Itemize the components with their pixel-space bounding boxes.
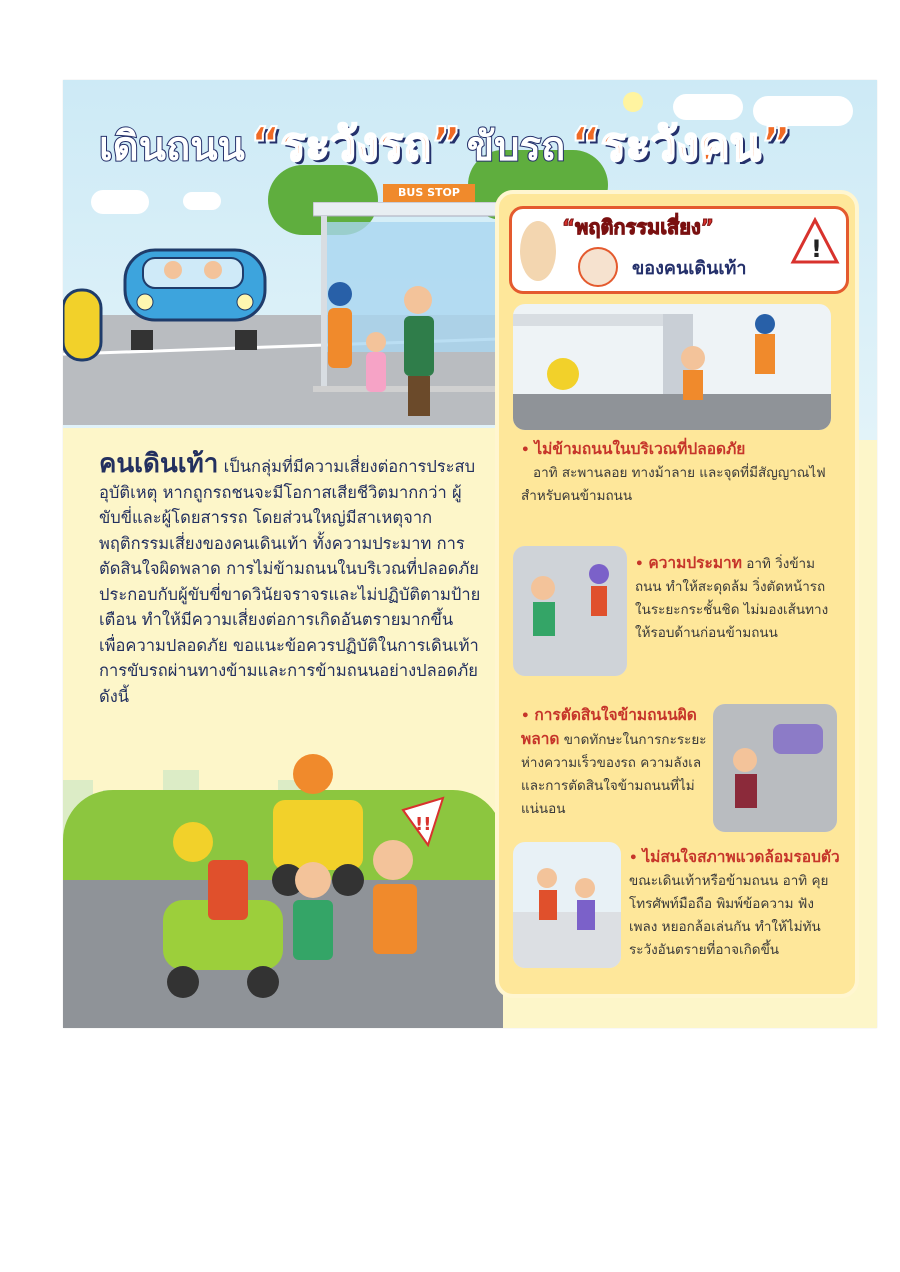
risk-item-3-text: ขาดทักษะในการกะระยะห่างความเร็วของรถ ความลังเลและการตัดสินใจข้ามถนนที่ไม่แน่นอน <box>521 732 707 817</box>
title-part-3: ขับรถ <box>466 124 566 170</box>
risk-subtitle: ของคนเดินเท้า <box>632 258 747 279</box>
page-title <box>99 108 791 181</box>
title-part-4: “ระวังคน” <box>570 117 792 171</box>
scooter-scene-illustration <box>153 750 473 1020</box>
running-scene <box>513 546 627 676</box>
pedestrians-illustration <box>318 280 458 420</box>
svg-text:!: ! <box>811 235 822 263</box>
intro-paragraph <box>99 449 483 709</box>
pedestrian-phone-icon <box>520 221 556 281</box>
svg-text:!!: !! <box>415 814 432 835</box>
risk-item-1-text: อาทิ สะพานลอย ทางม้าลาย และจุดที่มีสัญญาณไฟสำหรับคนข้ามถนน <box>521 465 826 504</box>
risk-item-4-head: ไม่สนใจสภาพแวดล้อมรอบตัว <box>642 848 840 866</box>
risk-item-4-text: ขณะเดินเท้าหรือข้ามถนน อาทิ คุยโทรศัพท์มือถือ พิมพ์ข้อความ ฟังเพลง หยอกล้อเล่นกัน ทำให้ไม่ทันระวังอันตรายที่อาจเกิดขึ้น <box>629 873 829 958</box>
risk-behavior-panel <box>495 190 859 998</box>
risk-item-1: • ไม่ข้ามถนนในบริเวณที่ปลอดภัย อาทิ สะพานลอย ทางม้าลาย และจุดที่มีสัญญาณไฟสำหรับคนข้ามถนน <box>521 440 826 504</box>
texting-person-icon <box>578 247 618 287</box>
risk-item-4: • ไม่สนใจสภาพแวดล้อมรอบตัว ขณะเดินเท้าหรือข้ามถนน อาทิ คุยโทรศัพท์มือถือ พิมพ์ข้อความ ฟังเพลง หยอกล้อเล่นกัน ทำให้ไม่ทันระวังอันตรายที่อาจเกิดขึ้น <box>629 848 840 958</box>
cloud <box>91 190 149 214</box>
car-illustration <box>63 230 283 370</box>
risk-item-2-head: ความประมาท <box>648 554 742 572</box>
risk-item-1-head: ไม่ข้ามถนนในบริเวณที่ปลอดภัย <box>534 440 746 458</box>
title-part-1: เดินถนน <box>99 124 245 170</box>
brochure-page <box>63 80 877 1028</box>
risk-item-3: • การตัดสินใจข้ามถนนผิดพลาด ขาดทักษะในการกะระยะห่างความเร็วของรถ ความลังเลและการตัดสินใจข้ามถนนที่ไม่แน่นอน <box>521 706 707 817</box>
overpass-scene <box>513 304 831 430</box>
risk-item-3-head: การตัดสินใจข้ามถนนผิดพลาด <box>521 706 697 748</box>
risk-item-2: • ความประมาท อาทิ วิ่งข้ามถนน ทำให้สะดุดล้ม วิ่งตัดหน้ารถในระยะกระชั้นชิด ไม่มองเส้นทางให้รอบด้านก่อนข้ามถนน <box>635 554 829 641</box>
risk-header-box <box>509 206 849 294</box>
warning-icon <box>790 217 840 265</box>
intro-text: เป็นกลุ่มที่มีความเสี่ยงต่อการประสบอุบัติเหตุ หากถูกรถชนจะมีโอกาสเสียชีวิตมากกว่า ผู้ขับขี่และผู้โดยสารรถ โดยส่วนใหญ่มีสาเหตุจากพฤติกรรมเสี่ยงของคนเดินเท้า ทั้งความประมาท การตัดสินใจผิดพลาด การไม่ข้ามถนนในบริเวณที่ปลอดภัย ประกอบกับผู้ขับขี่ขาดวินัยจราจรและไม่ปฏิบัติตามป้ายเตือน ทำให้มีความเสี่ยงต่อการเกิดอันตรายมากขึ้น เพื่อความปลอดภัย ขอแนะข้อควรปฏิบัติในการเดินเท้า การขับรถผ่านทางข้ามและการข้ามถนนอย่างปลอดภัย ดังนี้ <box>99 457 481 706</box>
bus-stop-sign: BUS STOP <box>383 184 475 202</box>
title-part-2: “ระวังรถ” <box>250 117 462 171</box>
intro-lead: คนเดินเท้า <box>99 449 219 479</box>
phone-scene <box>513 842 621 968</box>
car-approach-scene <box>713 704 837 832</box>
cloud <box>183 192 221 210</box>
risk-item-2-text: อาทิ วิ่งข้ามถนน ทำให้สะดุดล้ม วิ่งตัดหน้ารถในระยะกระชั้นชิด ไม่มองเส้นทางให้รอบด้านก่อนข้ามถนน <box>635 556 829 641</box>
risk-title: “พฤติกรรมเสี่ยง” <box>562 215 714 239</box>
